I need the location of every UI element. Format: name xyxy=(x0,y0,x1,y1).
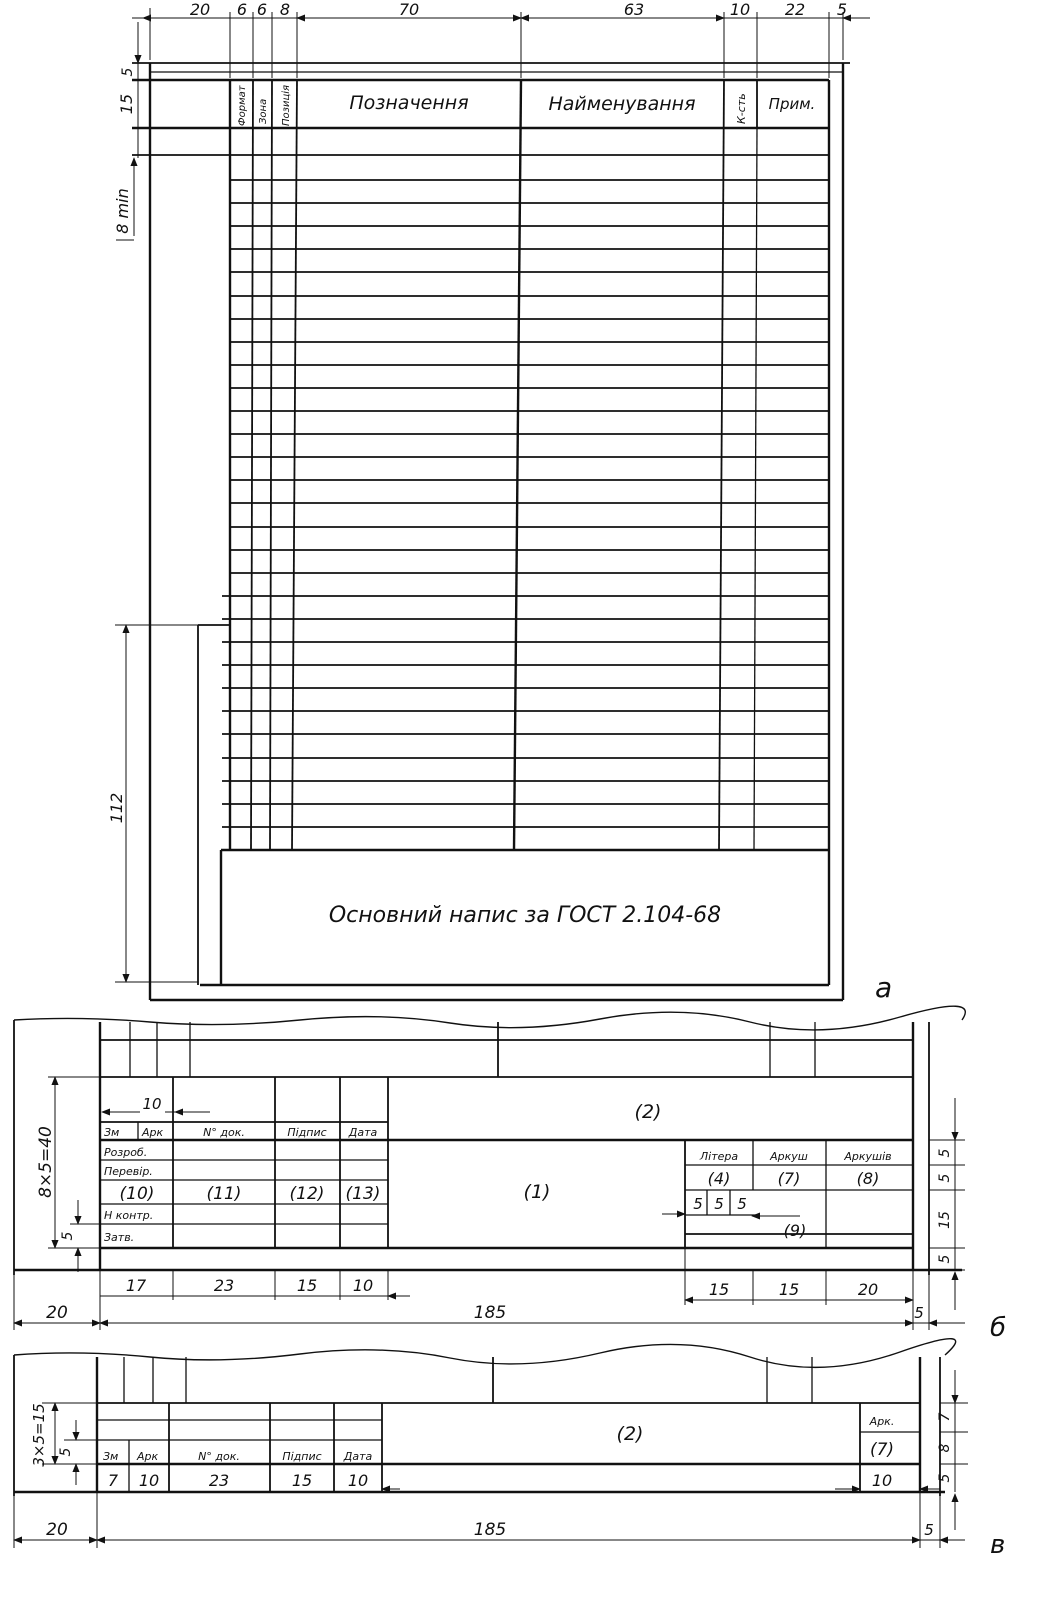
block-b-field-2: (2) xyxy=(634,1101,662,1123)
block-b-ref-12: (12) xyxy=(289,1184,325,1204)
block-b-letter-cell-1: 5 xyxy=(693,1195,703,1213)
block-b-field-1: (1) xyxy=(523,1181,551,1203)
block-b-col-ark: Арк xyxy=(142,1126,164,1139)
block-b-col-date: Дата xyxy=(348,1126,378,1139)
block-b-right-dim-4: 5 xyxy=(937,1254,953,1264)
block-c-bottom-dim-1: 7 xyxy=(107,1471,119,1490)
dim-col-7: 22 xyxy=(784,0,806,19)
block-c-overall-right: 5 xyxy=(924,1521,934,1539)
dim-row-3: 112 xyxy=(107,792,126,824)
block-c-right-dim-2: 8 xyxy=(937,1443,953,1453)
block-c-col-sign: Підпис xyxy=(282,1450,322,1463)
block-b-dim-10: 10 xyxy=(142,1095,162,1113)
block-c-overall-left: 20 xyxy=(46,1520,68,1540)
block-b-right-dim-3: 15 xyxy=(937,1211,953,1229)
block-b-right-dim-1: 5 xyxy=(937,1148,953,1158)
block-c-field-2: (2) xyxy=(616,1423,644,1445)
block-c-letter: в xyxy=(990,1530,1006,1560)
sheet-a-body-rows xyxy=(222,180,829,827)
block-b-row-norm-control: Н контр. xyxy=(104,1209,154,1222)
header-position: Позиція xyxy=(281,84,292,126)
block-c-col-doc: N° док. xyxy=(198,1450,240,1463)
header-zone: Зона xyxy=(258,98,269,124)
block-b-row-approved: Затв. xyxy=(104,1231,135,1244)
block-c-break-top xyxy=(14,1339,956,1368)
block-b-field-7: (7) xyxy=(777,1169,801,1188)
block-c-right-dim-3: 5 xyxy=(937,1473,953,1483)
dim-row-1: 15 xyxy=(117,93,136,115)
header-note: Прим. xyxy=(768,95,816,113)
block-c-bottom-dim-5: 10 xyxy=(347,1471,369,1490)
block-c-sheet-header: Арк. xyxy=(869,1415,895,1428)
block-b-overall-left: 20 xyxy=(46,1303,68,1323)
dim-col-1: 6 xyxy=(236,0,248,19)
block-b-letter-cell-2: 5 xyxy=(714,1195,724,1213)
block-c-bottom-dim-2: 10 xyxy=(138,1471,160,1490)
block-b-right-bottom-dim-3: 20 xyxy=(857,1280,879,1299)
block-b-ref-13: (13) xyxy=(345,1184,381,1204)
dim-col-2: 6 xyxy=(256,0,268,19)
block-b-ref-10: (10) xyxy=(119,1184,155,1204)
block-b-row-checked: Перевір. xyxy=(104,1165,153,1178)
block-b-bottom-dim-4: 10 xyxy=(352,1276,374,1295)
block-c-bottom-dim-4: 15 xyxy=(291,1471,313,1490)
dim-col-4: 70 xyxy=(398,0,420,19)
block-b-letter: б xyxy=(990,1313,1007,1343)
dim-row-0: 5 xyxy=(120,67,136,77)
block-c-height-dim: 3×5=15 xyxy=(30,1403,48,1467)
block-b-bottom-dim-3: 15 xyxy=(296,1276,318,1295)
block-c-row-dim: 5 xyxy=(58,1447,74,1457)
block-b-header-sheets: Аркушів xyxy=(844,1150,892,1163)
block-c-col-date: Дата xyxy=(343,1450,373,1463)
block-b-right-dim-2: 5 xyxy=(937,1173,953,1183)
dim-col-3: 8 xyxy=(279,0,291,19)
block-b-right-bottom-dim-2: 15 xyxy=(778,1280,800,1299)
sheet-a-letter: а xyxy=(875,971,893,1004)
block-c xyxy=(14,1339,1005,1560)
block-b xyxy=(14,1006,1006,1343)
title-block-label: Основний напис за ГОСТ 2.104-68 xyxy=(328,903,722,928)
block-b-row-developer: Розроб. xyxy=(104,1146,148,1159)
dim-col-0: 20 xyxy=(189,0,211,19)
dim-col-8: 5 xyxy=(836,0,848,19)
block-b-overall-main: 185 xyxy=(473,1303,507,1323)
block-c-field-7: (7) xyxy=(869,1440,895,1460)
block-b-col-doc: N° док. xyxy=(203,1126,245,1139)
block-b-field-8: (8) xyxy=(856,1169,880,1188)
block-c-bottom-dim-3: 23 xyxy=(208,1471,230,1490)
header-format: Формат xyxy=(237,85,248,126)
block-b-header-sheet: Аркуш xyxy=(770,1150,808,1163)
header-name: Найменування xyxy=(548,93,696,115)
block-b-header-letter: Літера xyxy=(699,1150,739,1163)
header-designation: Позначення xyxy=(349,92,469,114)
block-c-col-zm: Зм xyxy=(103,1450,119,1463)
block-b-right-bottom-dim-1: 15 xyxy=(708,1280,730,1299)
block-b-field-9: (9) xyxy=(783,1221,807,1240)
block-b-ref-11: (11) xyxy=(206,1184,242,1204)
sheet-a xyxy=(107,0,892,1004)
block-b-letter-cell-3: 5 xyxy=(737,1195,747,1213)
block-b-field-4: (4) xyxy=(707,1169,731,1188)
block-c-overall-main: 185 xyxy=(473,1520,507,1540)
block-b-col-zm: Зм xyxy=(104,1126,120,1139)
block-c-right-bottom-dim: 10 xyxy=(871,1471,893,1490)
block-b-col-sign: Підпис xyxy=(287,1126,327,1139)
dim-row-2: 8 min xyxy=(113,188,132,234)
sheet-a-top-dims xyxy=(132,0,870,78)
sheet-a-header xyxy=(237,84,815,126)
block-c-col-ark: Арк xyxy=(137,1450,159,1463)
sheet-a-left-dims xyxy=(107,22,198,982)
block-b-height-dim: 8×5=40 xyxy=(36,1126,56,1198)
block-b-row-dim: 5 xyxy=(60,1231,76,1241)
block-b-overall-right: 5 xyxy=(914,1304,924,1322)
header-quantity: К-сть xyxy=(735,93,748,124)
block-b-bottom-dim-2: 23 xyxy=(213,1276,235,1295)
block-c-right-dim-1: 7 xyxy=(937,1412,953,1422)
block-b-bottom-dim-1: 17 xyxy=(125,1276,147,1295)
dim-col-6: 10 xyxy=(729,0,751,19)
dim-col-5: 63 xyxy=(623,0,645,19)
